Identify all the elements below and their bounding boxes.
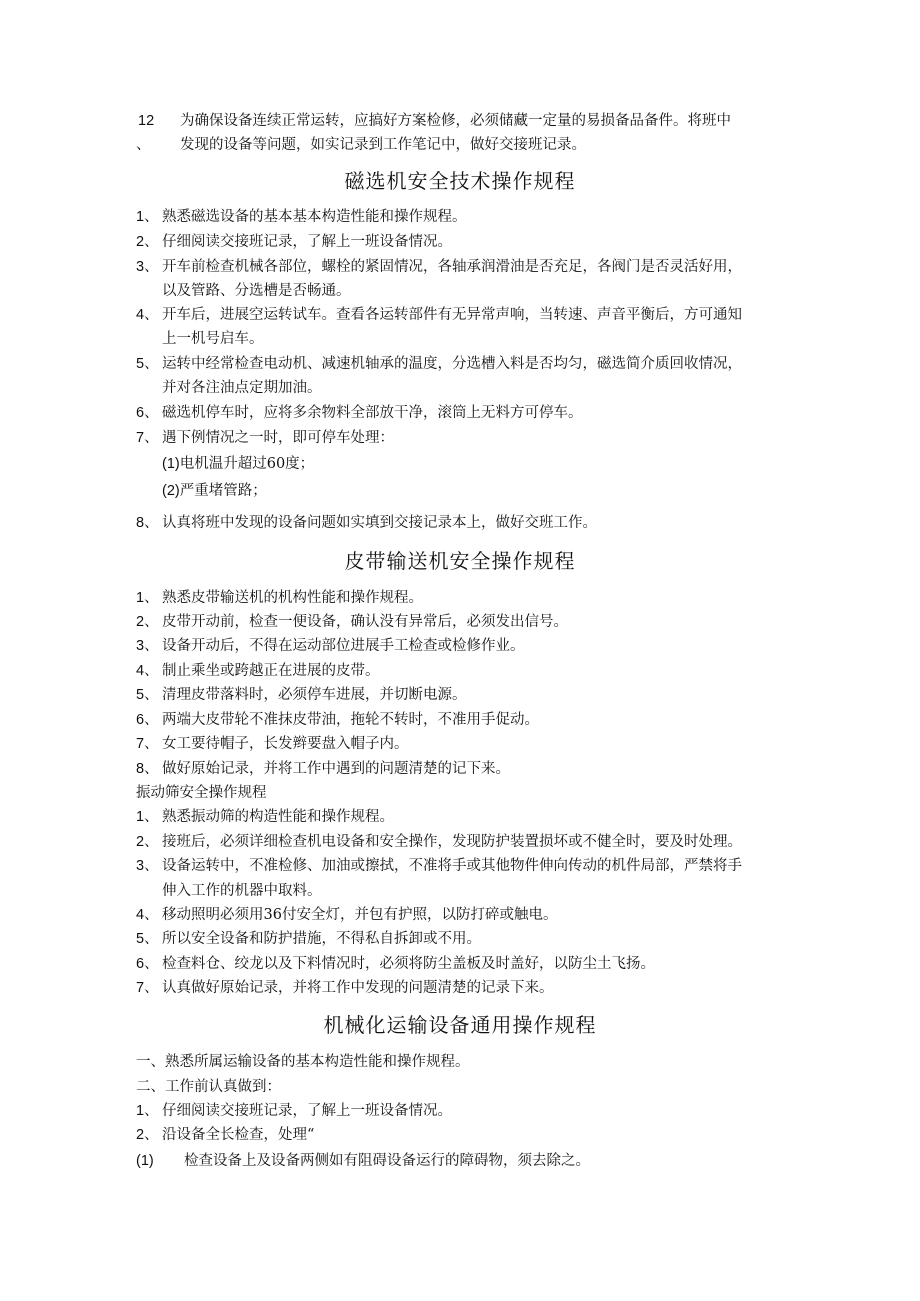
list-item: 5、 清理皮带落料时，必须停车进展，并切断电源。 [136, 687, 467, 703]
sub-item-number: (1) [136, 1153, 154, 1169]
intro-mark: 、 [136, 137, 151, 153]
list-item: 2、 仔细阅读交接班记录，了解上一班设备情况。 [136, 234, 452, 250]
list-item: 2、 接班后，必须详细检查机电设备和安全操作，发现防护装置损坏或不健全时，要及时处理。 [136, 834, 742, 850]
list-item: 3、 设备运转中，不准检修、加油或擦拭，不准将手或其他物件伸向传动的机件局部，严禁将手 [136, 858, 742, 874]
paragraph-line: 二、工作前认真做到： [136, 1079, 281, 1095]
list-item-continuation: 并对各注油点定期加油。 [162, 380, 322, 396]
list-item: 6、 检查料仓、绞龙以及下料情况时，必须将防尘盖板及时盖好，以防尘土飞扬。 [136, 956, 655, 972]
section-title-magnetic-separator: 磁选机安全技术操作规程 [344, 169, 576, 193]
list-item: 4、 开车后，进展空运转试车。查看各运转部件有无异常声响，当转速、声音平衡后，方可通知 [136, 307, 742, 323]
list-item: 1、 仔细阅读交接班记录，了解上一班设备情况。 [136, 1103, 452, 1119]
list-item: 3、 设备开动后，不得在运动部位进展手工检查或检修作业。 [136, 638, 525, 654]
list-item: 1、 熟悉皮带输送机的机构性能和操作规程。 [136, 590, 423, 606]
list-item: 1、 熟悉振动筛的构造性能和操作规程。 [136, 809, 394, 825]
list-item: 7、 认真做好原始记录，并将工作中发现的问题清楚的记录下来。 [136, 980, 554, 996]
paragraph-line: 一、熟悉所属运输设备的基本构造性能和操作规程。 [136, 1054, 470, 1070]
list-item: 5、 运转中经常检查电动机、减速机轴承的温度，分选槽入料是否均匀，磁选简介质回收情况， [136, 356, 742, 372]
sub-item-text: 检查设备上及设备两侧如有阻碍设备运行的障碍物，须去除之。 [184, 1153, 590, 1169]
list-item: 3、 开车前检查机械各部位，螺栓的紧固情况，各轴承润滑油是否充足，各阀门是否灵活好用， [136, 259, 742, 275]
list-item-continuation: 伸入工作的机器中取料。 [162, 883, 322, 899]
list-item: 4、 移动照明必须用36付安全灯，并包有护照，以防打碎或触电。 [136, 907, 558, 923]
list-item: 4、 制止乘坐或跨越正在进展的皮带。 [136, 663, 380, 679]
list-item-continuation: 上一机号启车。 [162, 331, 264, 347]
list-item: 2、 沿设备全长检查，处理“ [136, 1127, 315, 1143]
list-item-continuation: 以及管路、分选槽是否畅通。 [162, 283, 351, 299]
sub-item: (1)电机温升超过60度； [162, 456, 315, 472]
section-title-mechanized-transport: 机械化运输设备通用操作规程 [323, 1013, 597, 1037]
sub-item: (2)严重堵管路； [162, 483, 267, 499]
list-item: 7、 女工要待帽子，长发辫要盘入帽子内。 [136, 736, 409, 752]
list-item: 8、 认真将班中发现的设备问题如实填到交接记录本上，做好交班工作。 [136, 515, 597, 531]
list-item: 1、 熟悉磁选设备的基本基本构造性能和操作规程。 [136, 209, 467, 225]
intro-line-1: 为确保设备连续正常运转，应搞好方案检修，必须储藏一定量的易损备品备件。将班中 [180, 113, 731, 129]
list-item: 6、 两端大皮带轮不准抹皮带油，拖轮不转时，不准用手促动。 [136, 712, 539, 728]
section-title-belt-conveyor: 皮带输送机安全操作规程 [344, 549, 576, 573]
section-title-vibrating-screen: 振动筛安全操作规程 [136, 785, 267, 801]
intro-number: 12 [138, 113, 155, 129]
list-item: 6、 磁选机停车时，应将多余物料全部放干净，滚筒上无料方可停车。 [136, 405, 583, 421]
intro-line-2: 发现的设备等问题，如实记录到工作笔记中，做好交接班记录。 [180, 137, 586, 153]
list-item: 2、 皮带开动前，检查一便设备，确认没有异常后，必须发出信号。 [136, 614, 568, 630]
list-item: 7、 遇下例情况之一时，即可停车处理： [136, 430, 394, 446]
list-item: 5、 所以安全设备和防护措施，不得私自拆卸或不用。 [136, 931, 481, 947]
list-item: 8、 做好原始记录，并将工作中遇到的问题清楚的记下来。 [136, 761, 510, 777]
